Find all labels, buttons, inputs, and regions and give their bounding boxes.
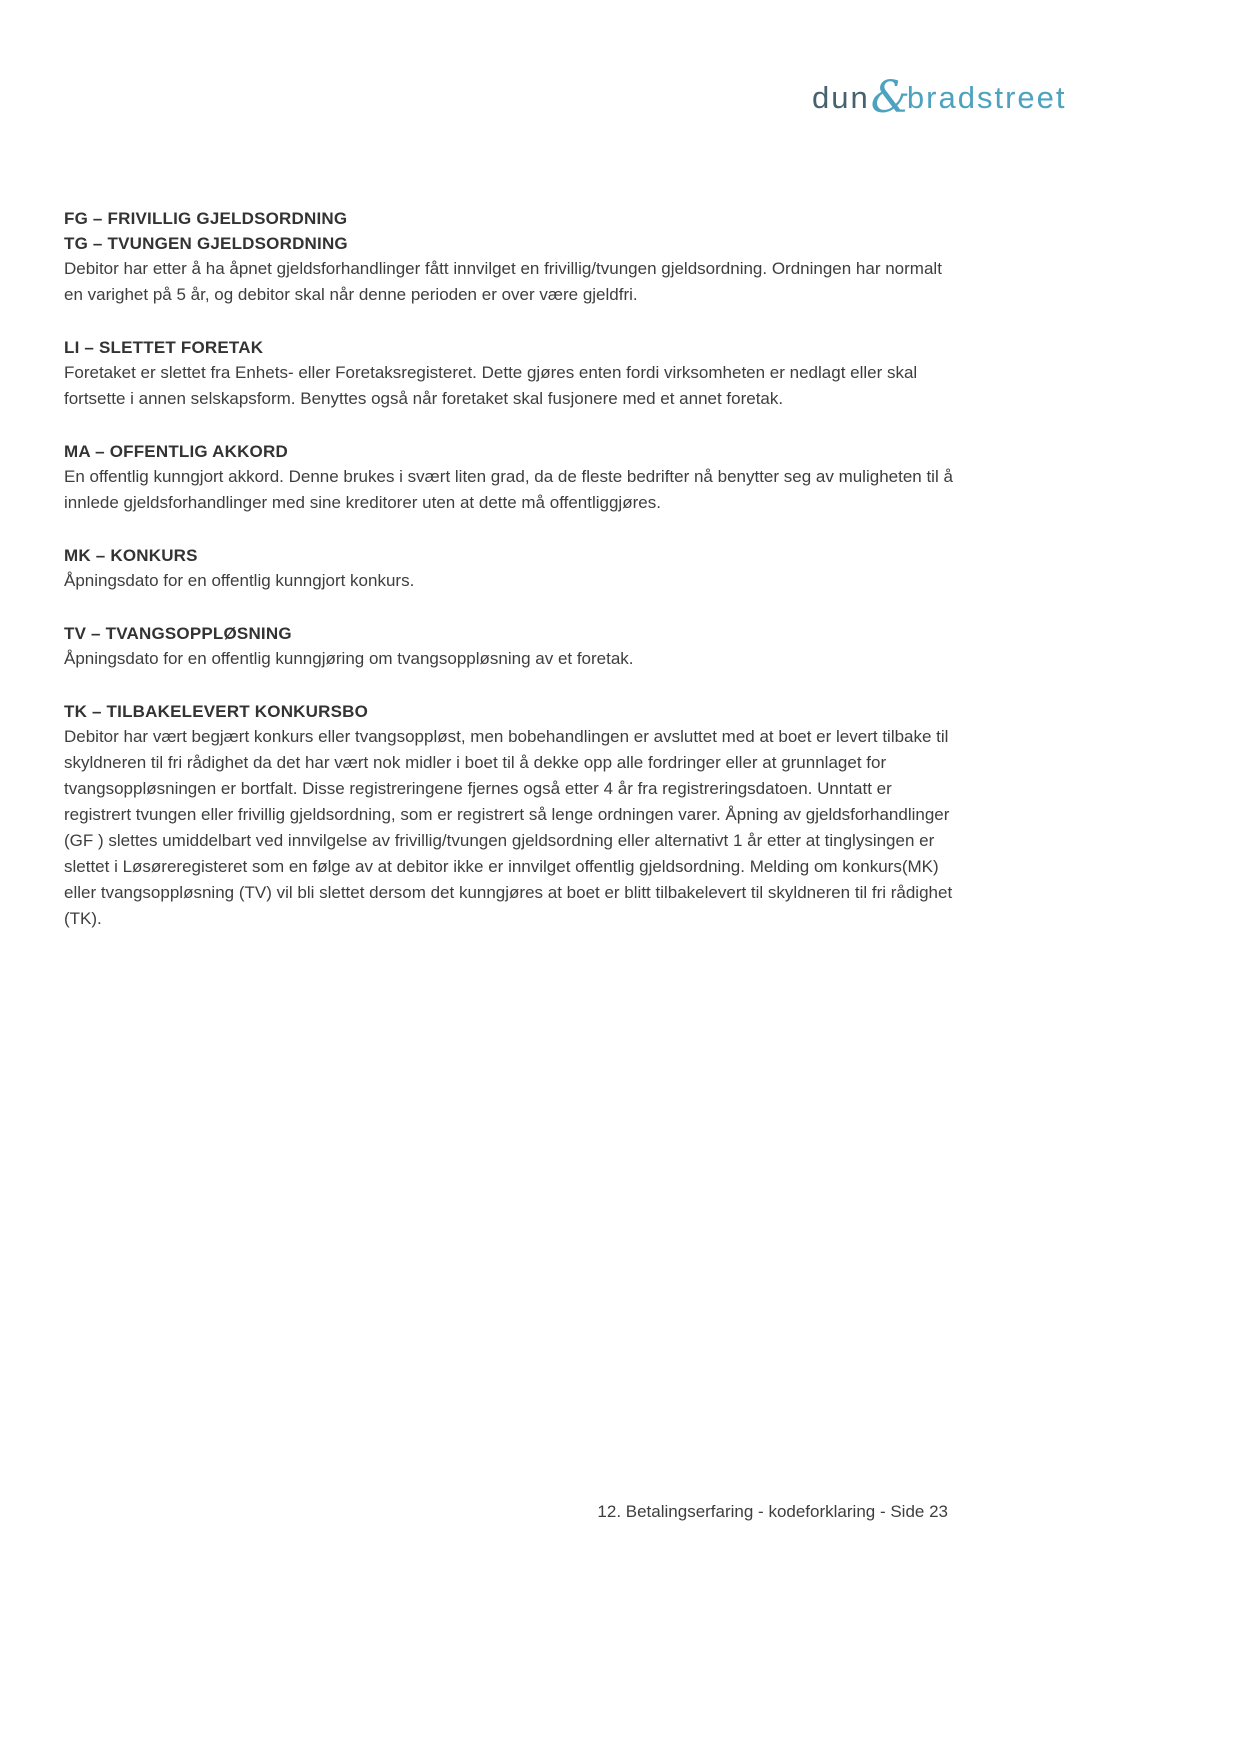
section-mk: [64, 543, 954, 594]
section-body: Åpningsdato for en offentlig kunngjort konkurs.: [64, 571, 415, 590]
logo-text-dun: dun: [812, 80, 870, 115]
section-fg-tg: [64, 206, 954, 308]
section-heading-tv: TV – TVANGSOPPLØSNING: [64, 624, 292, 643]
section-ma: [64, 439, 954, 516]
section-li: [64, 335, 954, 412]
section-body: Debitor har etter å ha åpnet gjeldsforhandlinger fått innvilget en frivillig/tvungen gjeldsordning. Ordningen har normalt en varighet på 5 år, og debitor skal når denne perioden er over være gjeldfri.: [64, 259, 942, 304]
section-heading-mk: MK – KONKURS: [64, 546, 198, 565]
section-body: Debitor har vært begjært konkurs eller tvangsoppløst, men bobehandlingen er avsluttet med at boet er levert tilbake til skyldneren til fri rådighet da det har vært nok midler i boet til å dekke opp alle fordringer eller at grunnlaget for tvangsoppløsningen er bortfalt. Disse registreringene fjernes også etter 4 år fra registreringsdatoen. Unntatt er registrert tvungen eller frivillig gjeldsordning, som er registrert så lenge ordningen varer. Åpning av gjeldsforhandlinger (GF ) slettes umiddelbart ved innvilgelse av frivillig/tvungen gjeldsordning eller alternativt 1 år etter at tinglysingen er slettet i Løsøreregisteret som en følge av at debitor ikke er innvilget offentlig gjeldsordning. Melding om konkurs(MK) eller tvangsoppløsning (TV) vil bli slettet dersom det kunngjøres at boet er blitt tilbakelevert til skyldneren til fri rådighet (TK).: [64, 727, 953, 928]
ampersand-icon: &: [870, 72, 910, 123]
section-tk: [64, 699, 954, 932]
dun-bradstreet-logo: [812, 68, 1067, 123]
document-content: [64, 206, 954, 959]
section-body: Foretaket er slettet fra Enhets- eller Foretaksregisteret. Dette gjøres enten fordi virksomheten er nedlagt eller skal fortsette i annen selskapsform. Benyttes også når foretaket skal fusjonere med et annet foretak.: [64, 363, 918, 408]
section-body: Åpningsdato for en offentlig kunngjøring om tvangsoppløsning av et foretak.: [64, 649, 634, 668]
section-body: En offentlig kunngjort akkord. Denne brukes i svært liten grad, da de fleste bedrifter nå benytter seg av muligheten til å innlede gjeldsforhandlinger med sine kreditorer uten at dette må offentliggjøres.: [64, 467, 953, 512]
section-heading-tk: TK – TILBAKELEVERT KONKURSBO: [64, 702, 369, 721]
section-heading-ma: MA – OFFENTLIG AKKORD: [64, 442, 288, 461]
section-heading-fg: FG – FRIVILLIG GJELDSORDNING: [64, 209, 348, 228]
page-footer: 12. Betalingserfaring - kodeforklaring - Side 23: [597, 1502, 948, 1521]
section-heading-li: LI – SLETTET FORETAK: [64, 338, 264, 357]
section-tv: [64, 621, 954, 672]
section-heading-tg: TG – TVUNGEN GJELDSORDNING: [64, 234, 348, 253]
logo-text-bradstreet: bradstreet: [906, 80, 1067, 115]
